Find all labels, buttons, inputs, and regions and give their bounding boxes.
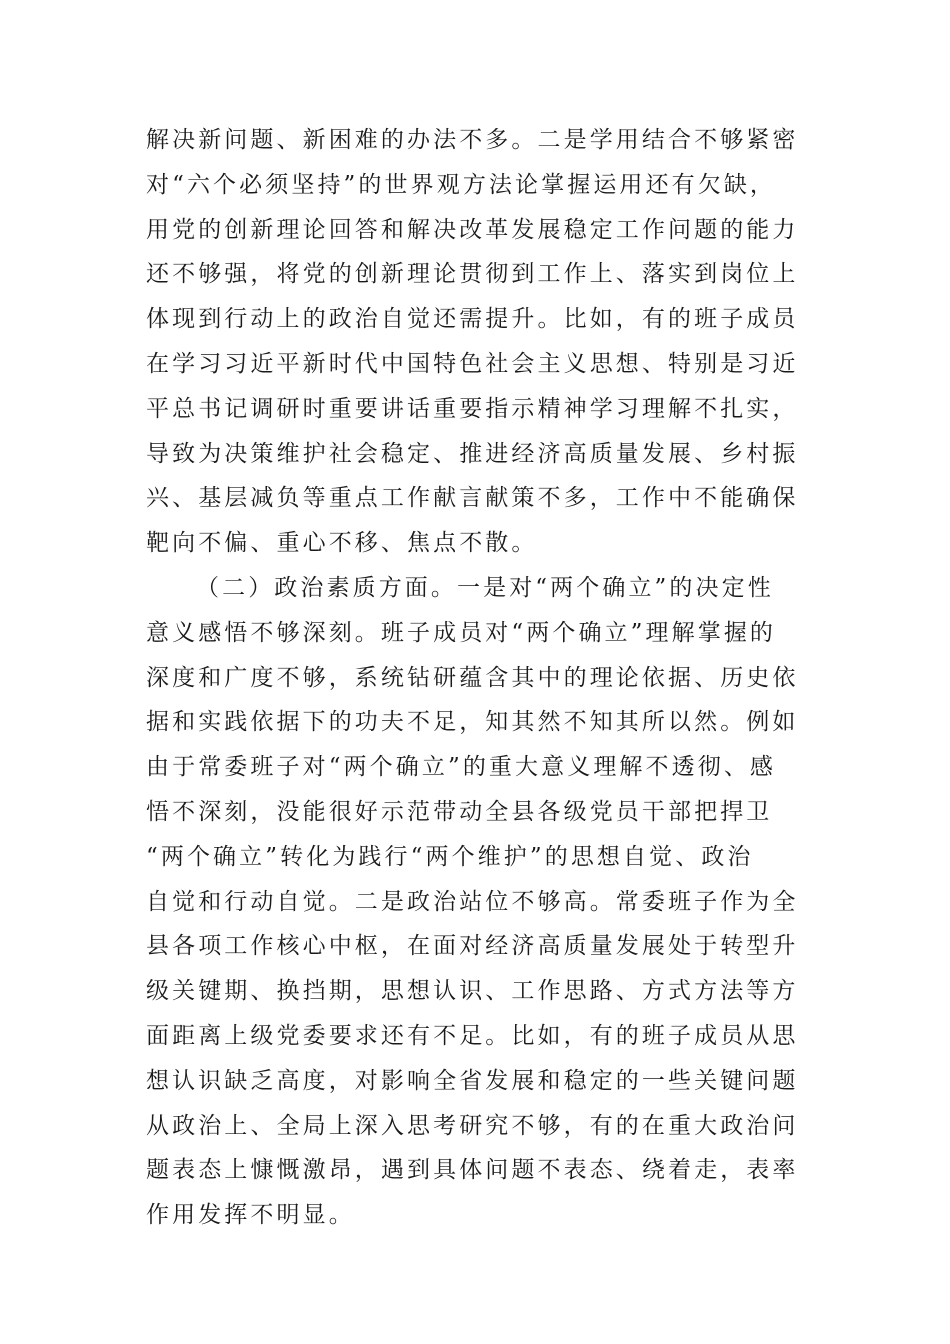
- text-line: 解决新问题、新困难的办法不多。二是学用结合不够紧密: [146, 127, 799, 153]
- text-line: 平总书记调研时重要讲话重要指示精神学习理解不扎实，: [146, 395, 799, 422]
- text-line: 兴、基层减负等重点工作献言献策不多，工作中不能确保: [146, 485, 799, 512]
- text-line: 体现到行动上的政治自觉还需提升。比如，有的班子成员: [146, 306, 799, 333]
- text-line: 还不够强，将党的创新理论贯彻到工作上、落实到岗位上: [146, 261, 799, 288]
- text-line: “两个确立”转化为践行“两个维护”的思想自觉、政治: [146, 843, 754, 870]
- text-line: 导致为决策维护社会稳定、推进经济高质量发展、乡村振: [146, 440, 799, 467]
- text-line: 靶向不偏、重心不移、焦点不散。: [146, 530, 538, 557]
- text-line: 题表态上慷慨激昂，遇到具体问题不表态、绕着走，表率: [146, 1157, 799, 1184]
- text-line: 悟不深刻，没能很好示范带动全县各级党员干部把捍卫: [146, 798, 773, 825]
- text-line: 想认识缺乏高度，对影响全省发展和稳定的一些关键问题: [146, 1067, 799, 1094]
- text-line: 据和实践依据下的功夫不足，知其然不知其所以然。例如: [146, 709, 799, 736]
- text-line: 作用发挥不明显。: [146, 1202, 355, 1229]
- text-line: 深度和广度不够，系统钻研蕴含其中的理论依据、历史依: [146, 664, 799, 691]
- text-line: 在学习习近平新时代中国特色社会主义思想、特别是习近: [146, 350, 799, 377]
- body-text: [146, 118, 806, 1238]
- text-line: 从政治上、全局上深入思考研究不够，有的在重大政治问: [146, 1112, 799, 1139]
- text-line: 面距离上级党委要求还有不足。比如，有的班子成员从思: [146, 1022, 799, 1049]
- text-line: 自觉和行动自觉。二是政治站位不够高。常委班子作为全: [146, 888, 799, 915]
- section-heading-line: （二）政治素质方面。一是对“两个确立”的决定性: [196, 574, 774, 601]
- text-line: 县各项工作核心中枢，在面对经济高质量发展处于转型升: [146, 933, 799, 960]
- text-line: 级关键期、换挡期，思想认识、工作思路、方式方法等方: [146, 978, 799, 1005]
- text-line: 用党的创新理论回答和解决改革发展稳定工作问题的能力: [146, 216, 799, 243]
- text-line: 意义感悟不够深刻。班子成员对“两个确立”理解掌握的: [146, 619, 777, 646]
- text-line: 对“六个必须坚持”的世界观方法论掌握运用还有欠缺，: [146, 171, 777, 198]
- text-line: 由于常委班子对“两个确立”的重大意义理解不透彻、感: [146, 754, 777, 781]
